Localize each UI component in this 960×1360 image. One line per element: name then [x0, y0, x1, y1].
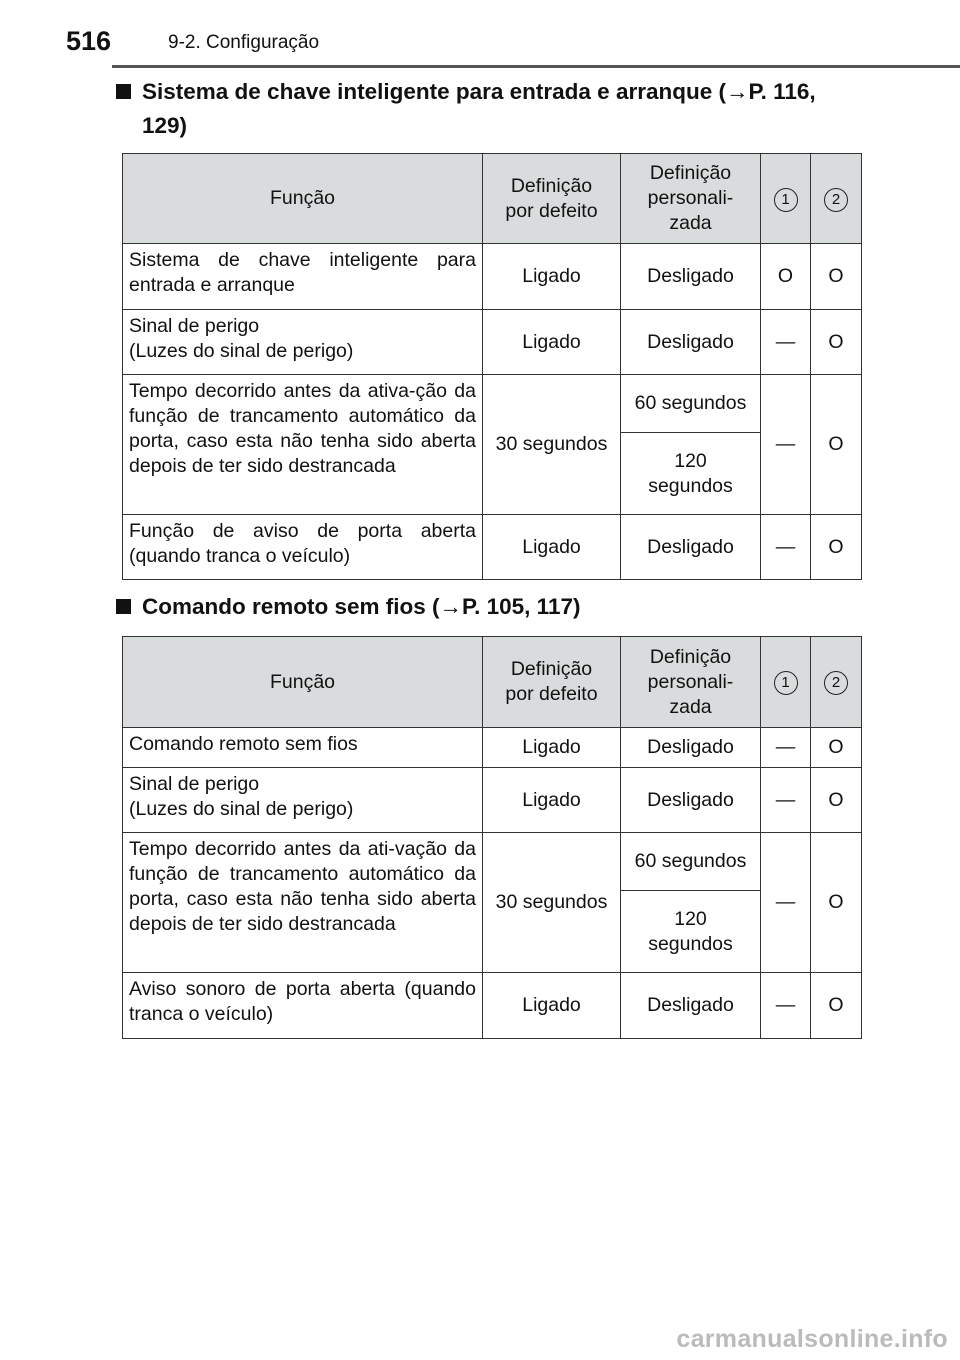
header-default: Definição por defeito [483, 154, 621, 244]
default-cell: Ligado [483, 244, 621, 310]
function-cell: Sinal de perigo (Luzes do sinal de perigo) [123, 768, 483, 833]
circled-number-icon: 2 [824, 188, 848, 212]
col2-cell: O [811, 728, 862, 768]
custom-cell: Desligado [621, 244, 761, 310]
heading-1-line2: 129) [142, 113, 188, 138]
col1-cell: — [761, 515, 811, 580]
section-label: 9-2. Configuração [168, 32, 320, 53]
header-function: Função [123, 637, 483, 728]
custom-cell: Desligado [621, 728, 761, 768]
custom-cell: 60 segundos [621, 833, 761, 891]
header-rule [112, 65, 960, 68]
header-custom: Definição personali- zada [621, 154, 761, 244]
page-number: 516 [66, 26, 112, 56]
circled-number-icon: 1 [774, 188, 798, 212]
square-bullet-icon [116, 84, 131, 99]
function-cell: Aviso sonoro de porta aberta (quando tranca o veículo) [123, 973, 483, 1039]
table-row [123, 244, 862, 310]
custom-cell: Desligado [621, 973, 761, 1039]
custom-cell: Desligado [621, 515, 761, 580]
table-header-row [123, 154, 862, 244]
settings-table-1 [122, 153, 862, 580]
col2-cell: O [811, 768, 862, 833]
table-row [123, 375, 862, 433]
custom-cell: Desligado [621, 310, 761, 375]
col2-cell: O [811, 515, 862, 580]
circled-number-icon: 1 [774, 671, 798, 695]
square-bullet-icon [116, 599, 131, 614]
col1-cell: — [761, 728, 811, 768]
header-col1 [761, 154, 811, 244]
table-row [123, 310, 862, 375]
section-heading-1 [142, 75, 816, 143]
function-cell: Comando remoto sem fios [123, 728, 483, 768]
header-default: Definição por defeito [483, 637, 621, 728]
col2-cell: O [811, 973, 862, 1039]
function-cell: Tempo decorrido antes da ati-vação da função de trancamento automático da porta, caso esta não tenha sido aberta depois de ter sido destrancada [123, 833, 483, 973]
col1-cell: O [761, 244, 811, 310]
custom-cell: 120 segundos [621, 891, 761, 973]
default-cell: Ligado [483, 728, 621, 768]
col1-cell: — [761, 973, 811, 1039]
settings-table-2 [122, 636, 862, 1039]
header-col2 [811, 637, 862, 728]
default-cell: Ligado [483, 973, 621, 1039]
table-row [123, 973, 862, 1039]
function-cell: Função de aviso de porta aberta (quando tranca o veículo) [123, 515, 483, 580]
col1-cell: — [761, 768, 811, 833]
heading-1-line1: Sistema de chave inteligente para entrada e arranque (→P. 116, [142, 79, 816, 104]
default-cell: Ligado [483, 768, 621, 833]
col1-cell: — [761, 310, 811, 375]
default-cell: 30 segundos [483, 375, 621, 515]
col2-cell: O [811, 310, 862, 375]
heading-2-text: Comando remoto sem fios (→P. 105, 117) [142, 594, 581, 619]
header-col2 [811, 154, 862, 244]
table-row [123, 515, 862, 580]
circled-number-icon: 2 [824, 671, 848, 695]
default-cell: 30 segundos [483, 833, 621, 973]
header-custom: Definição personali- zada [621, 637, 761, 728]
function-cell: Tempo decorrido antes da ativa-ção da função de trancamento automático da porta, caso esta não tenha sido aberta depois de ter sido destrancada [123, 375, 483, 515]
custom-cell: 120 segundos [621, 433, 761, 515]
default-cell: Ligado [483, 515, 621, 580]
custom-cell: Desligado [621, 768, 761, 833]
custom-cell: 60 segundos [621, 375, 761, 433]
section-heading-2 [142, 590, 580, 624]
watermark: carmanualsonline.info [676, 1325, 948, 1353]
table-row [123, 833, 862, 891]
col1-cell: — [761, 375, 811, 515]
col2-cell: O [811, 833, 862, 973]
table-row [123, 768, 862, 833]
header-function: Função [123, 154, 483, 244]
function-cell: Sinal de perigo (Luzes do sinal de perigo) [123, 310, 483, 375]
col2-cell: O [811, 244, 862, 310]
col1-cell: — [761, 833, 811, 973]
col2-cell: O [811, 375, 862, 515]
default-cell: Ligado [483, 310, 621, 375]
table-row [123, 728, 862, 768]
header-col1 [761, 637, 811, 728]
function-cell: Sistema de chave inteligente para entrada e arranque [123, 244, 483, 310]
table-header-row [123, 637, 862, 728]
